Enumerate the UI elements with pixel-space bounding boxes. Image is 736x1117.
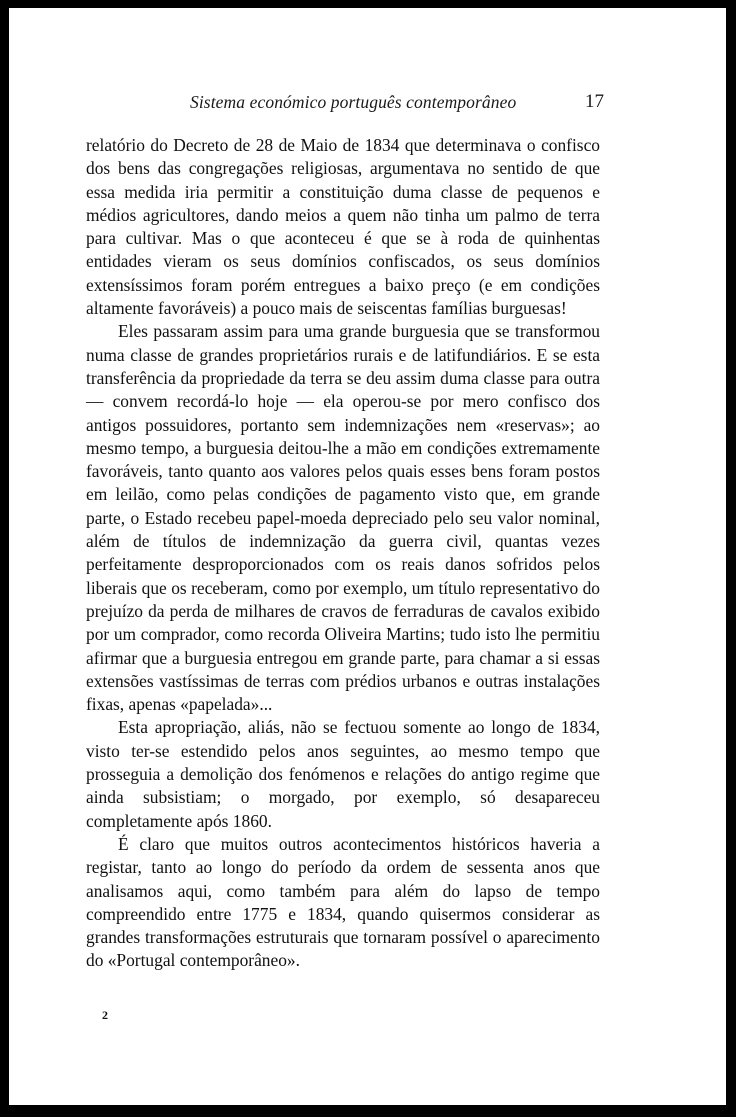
body-text — [86, 134, 600, 973]
paragraph-4: É claro que muitos outros acontecimentos históricos haveria a registar, tanto ao longo do período da ordem de sessenta anos que analisamos aqui, como também para além do lapso de tempo compreendido entre 1775 e 1834, quando quisermos considerar as grandes transformações estruturais que tornaram possível o aparecimento do «Portugal contemporâneo». — [86, 833, 600, 971]
paragraph-3: Esta apropriação, aliás, não se fectuou somente ao longo de 1834, visto ter-se estendido pelos anos seguintes, ao mesmo tempo que prosseguia a demolição dos fenómenos e relações do antigo regime que ainda subsistiam; o morgado, por exemplo, só desapareceu completamente após 1860. — [86, 717, 600, 831]
paragraph-2: Eles passaram assim para uma grande burguesia que se transformou numa classe de grandes proprietários rurais e de latifundiários. E se esta transferência da propriedade da terra se deu assim duma classe para outra — convem recordá-lo hoje — ela operou-se por mero confisco dos antigos possuidores, portanto sem indemnizações nem «reservas»; ao mesmo tempo, a burguesia deitou-lhe a mão em condições extremamente favoráveis, tanto quanto aos valores pelos quais esses bens foram postos em leilão, como pelas condições de pagamento visto que, em grande parte, o Estado recebeu papel-moeda depreciado pelo seu valor nominal, além de títulos de indemnização da guerra civil, quantas vezes perfeitamente desproporcionados com os reais danos sofridos pelos liberais que os receberam, como por exemplo, um título representativo do prejuízo da perda de milhares de cravos de ferraduras de cavalos exibido por um comprador, como recorda Oliveira Martins; tudo isto lhe permitiu afirmar que a burguesia entregou em grande parte, para chamar a si essas extensões vastíssimas de terras com prédios urbanos e outras instalações fixas, apenas «papelada»... — [86, 321, 600, 715]
paragraph-1: relatório do Decreto de 28 de Maio de 1834 que determinava o confisco dos bens das congregações religiosas, argumentava no sentido de que essa medida iria permitir a constituição duma classe de pequenos e médios agricultores, dando meios a quem não tinha um palmo de terra para cultivar. Mas o que aconteceu é que se à roda de quinhentas entidades vieram os seus domínios confiscados, os seus domínios extensíssimos foram porém entregues a baixo preço (e em condições altamente favoráveis) a pouco mais de seiscentas famílias burguesas! — [86, 135, 600, 319]
page-header — [9, 92, 726, 122]
book-page — [9, 8, 726, 1105]
page-number: 17 — [585, 91, 604, 112]
printer-signature-mark: 2 — [102, 1008, 108, 1022]
running-title: Sistema económico português contemporâneo — [190, 92, 517, 112]
